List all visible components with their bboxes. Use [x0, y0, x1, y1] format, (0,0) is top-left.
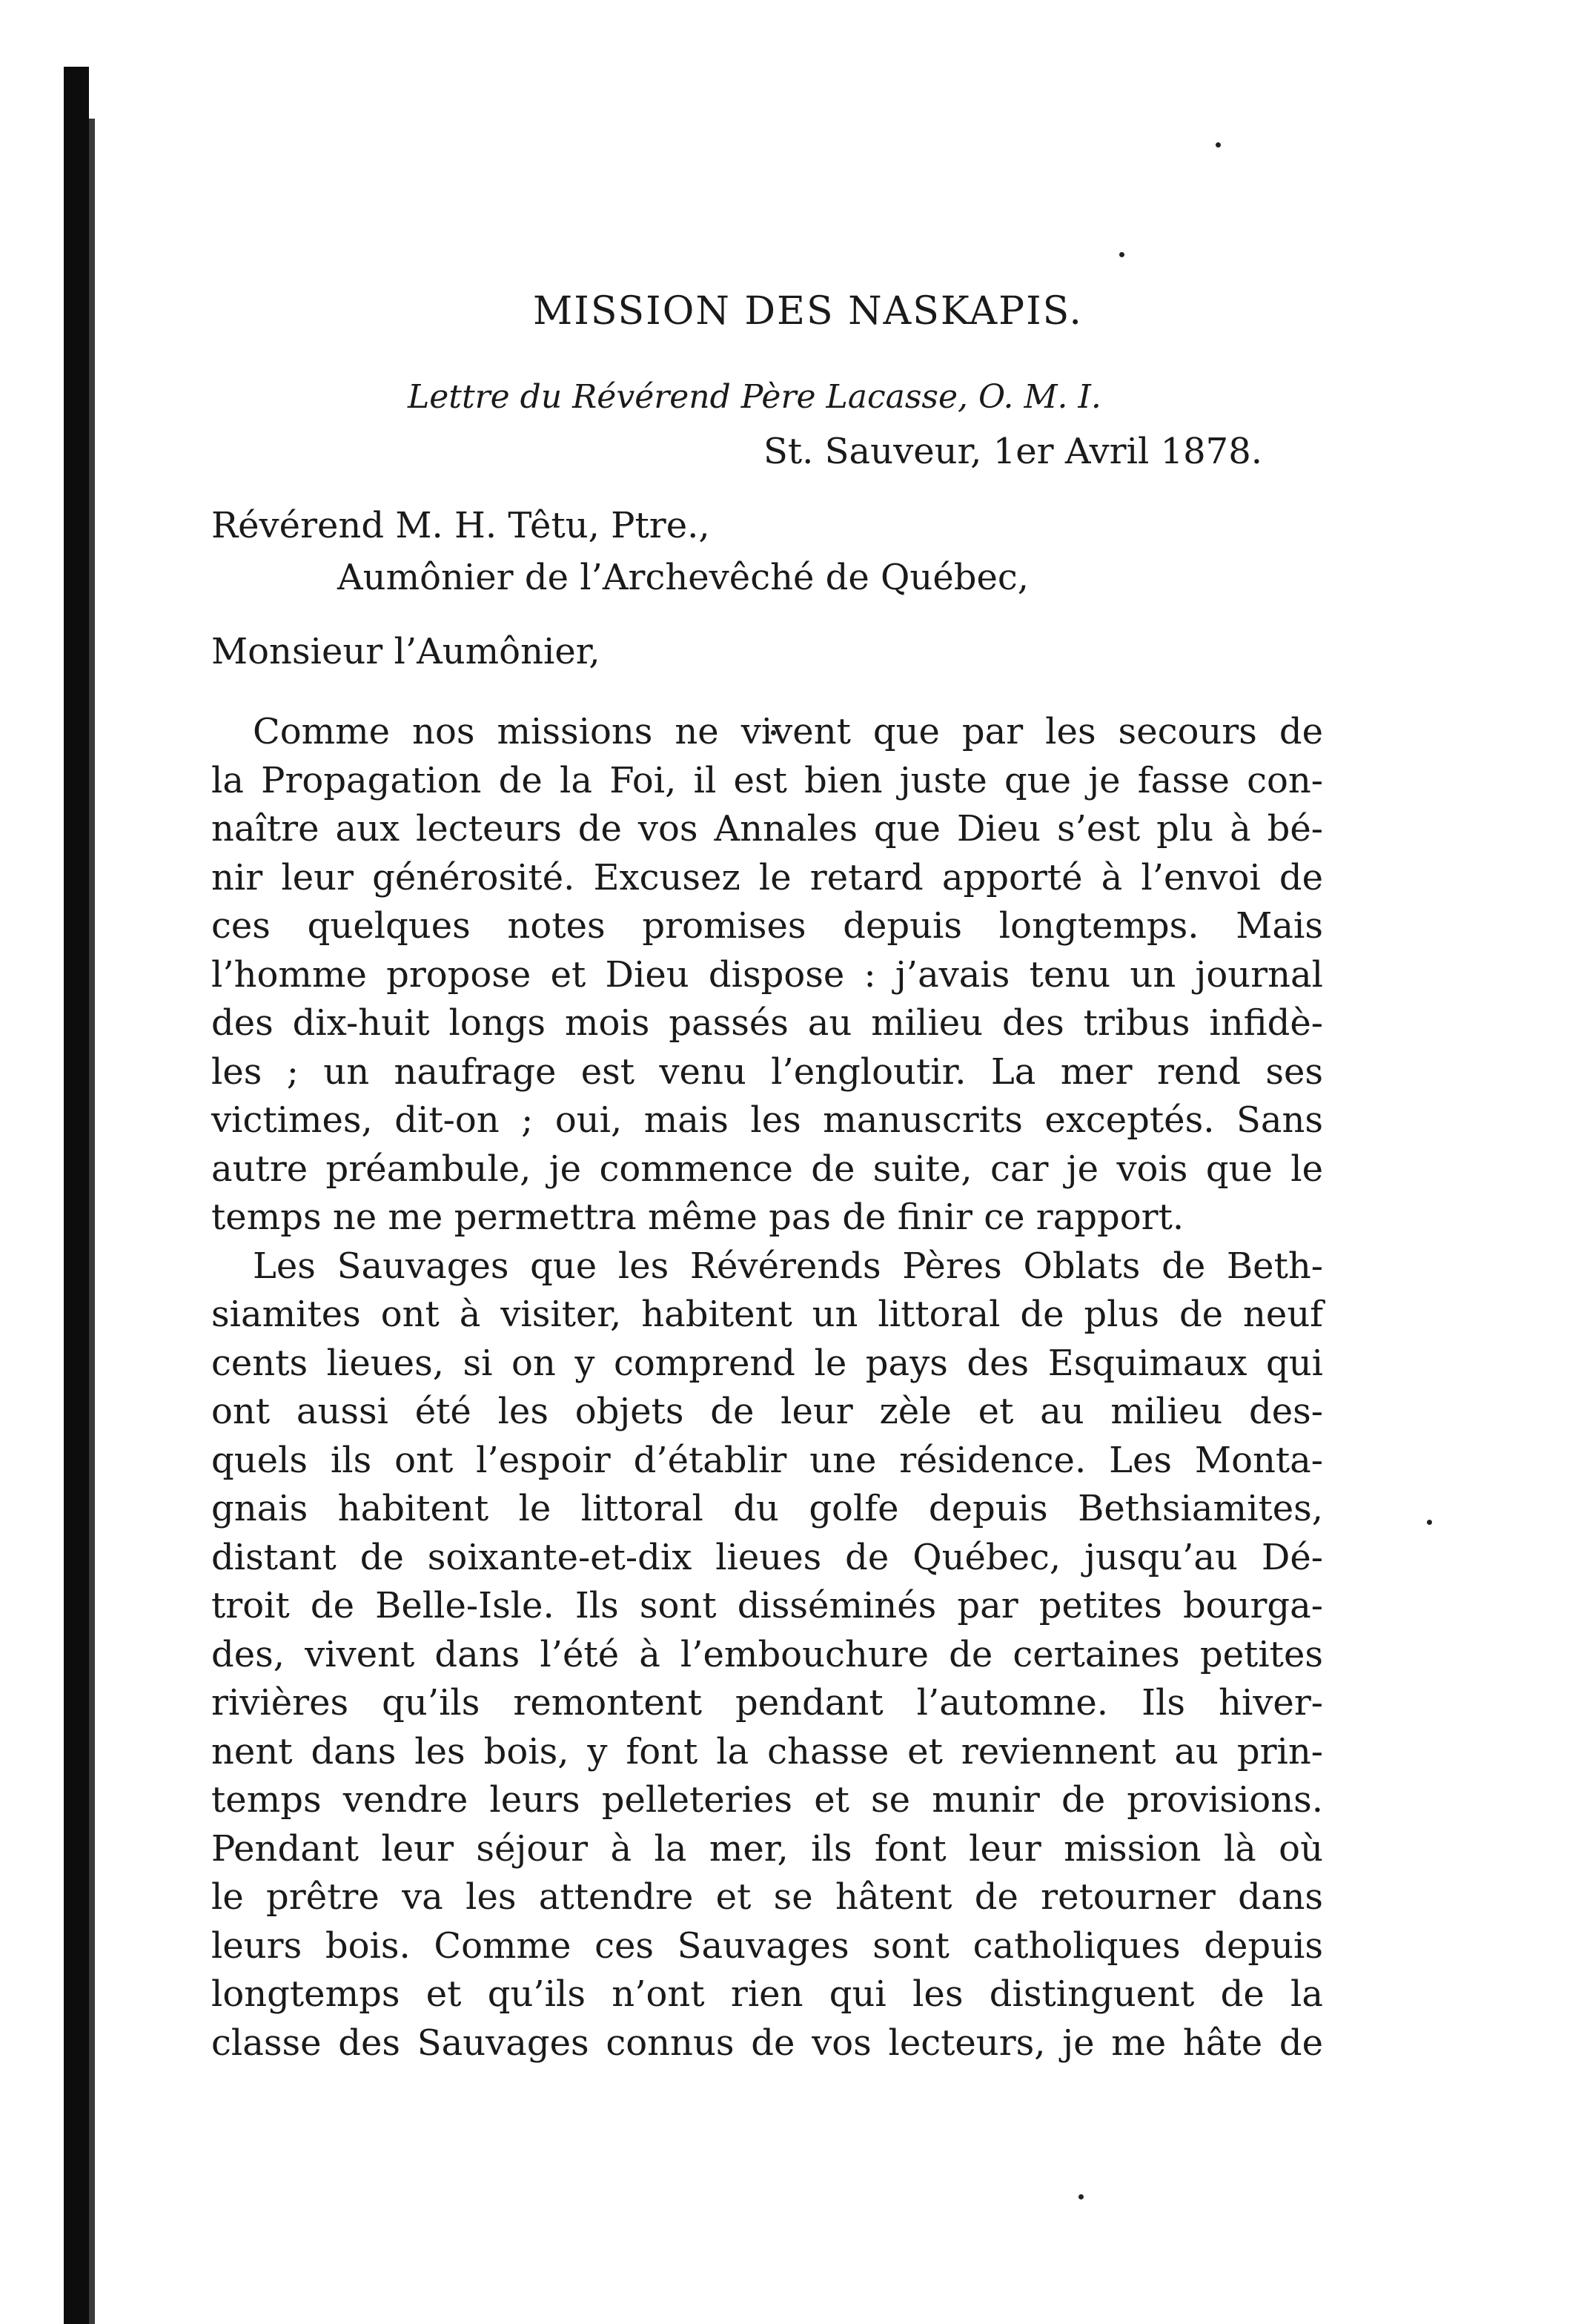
recipient-title: Aumônier de l’Archevêché de Québec,: [337, 557, 1029, 598]
body-line: rivières qu’ils remontent pendant l’automne. Ils hiver-: [211, 1682, 1323, 1724]
body-line: la Propagation de la Foi, il est bien juste que je fasse con-: [211, 759, 1323, 801]
body-line: ont aussi été les objets de leur zèle et au milieu des-: [211, 1391, 1323, 1432]
body-line: les ; un naufrage est venu l’engloutir. La mer rend ses: [211, 1050, 1323, 1093]
body-line: des, vivent dans l’été à l’embouchure de certaines petites: [211, 1633, 1323, 1675]
binding-edge: [64, 67, 89, 2324]
body-line: siamites ont à visiter, habitent un littoral de plus de neuf: [211, 1294, 1323, 1335]
body-line: des dix-huit longs mois passés au milieu des tribus infidè-: [211, 1002, 1323, 1044]
body-line: nent dans les bois, y font la chasse et reviennent au prin-: [211, 1730, 1323, 1772]
body-line: naître aux lecteurs de vos Annales que Dieu s’est plu à bé-: [211, 808, 1323, 850]
body-line: Pendant leur séjour à la mer, ils font leur mission là où: [211, 1827, 1323, 1870]
body-line: l’homme propose et Dieu dispose : j’avais tenu un journal: [211, 953, 1323, 996]
body-line: Comme nos missions ne vivent que par les secours de: [253, 711, 1323, 752]
body-line: temps vendre leurs pelleteries et se munir de provisions.: [211, 1779, 1323, 1821]
speck: [1078, 2194, 1084, 2199]
body-line: Les Sauvages que les Révérends Pères Oblats de Beth-: [253, 1245, 1323, 1287]
recipient: Révérend M. H. Têtu, Ptre.,: [211, 505, 710, 546]
letter-body: [211, 708, 1323, 2068]
binding-shadow: [89, 119, 95, 2324]
page-text: [211, 289, 1323, 2068]
body-line: classe des Sauvages connus de vos lecteurs, je me hâte de: [211, 2022, 1323, 2064]
body-line: leurs bois. Comme ces Sauvages sont catholiques depuis: [211, 1924, 1323, 1967]
body-line: distant de soixante-et-dix lieues de Québec, jusqu’au Dé-: [211, 1536, 1323, 1578]
speck: [1216, 142, 1221, 148]
body-line: victimes, dit-on ; oui, mais les manuscrits exceptés. Sans: [211, 1099, 1323, 1141]
body-line: quels ils ont l’espoir d’établir une résidence. Les Monta-: [211, 1439, 1323, 1481]
speck: [1427, 1520, 1432, 1525]
body-line: troit de Belle-Isle. Ils sont disséminés par petites bourga-: [211, 1585, 1323, 1626]
page-title: MISSION DES NASKAPIS.: [533, 289, 1083, 334]
salutation: Monsieur l’Aumônier,: [211, 631, 600, 672]
body-line: nir leur générosité. Excusez le retard apporté à l’envoi de: [211, 856, 1323, 898]
place-date: St. Sauveur, 1er Avril 1878.: [763, 431, 1262, 472]
body-line: temps ne me permettra même pas de finir ce rapport.: [211, 1196, 1184, 1238]
body-line: cents lieues, si on y comprend le pays des Esquimaux qui: [211, 1342, 1323, 1384]
body-line: longtemps et qu’ils n’ont rien qui les distinguent de la: [211, 1973, 1323, 2015]
letter-subtitle: Lettre du Révérend Père Lacasse, O. M. I.: [408, 378, 1101, 416]
body-line: le prêtre va les attendre et se hâtent de retourner dans: [211, 1876, 1323, 1918]
speck: [1119, 252, 1124, 257]
body-line: gnais habitent le littoral du golfe depuis Bethsiamites,: [211, 1488, 1323, 1529]
body-line: autre préambule, je commence de suite, car je vois que le: [211, 1148, 1323, 1190]
body-line: ces quelques notes promises depuis longtemps. Mais: [211, 905, 1323, 947]
